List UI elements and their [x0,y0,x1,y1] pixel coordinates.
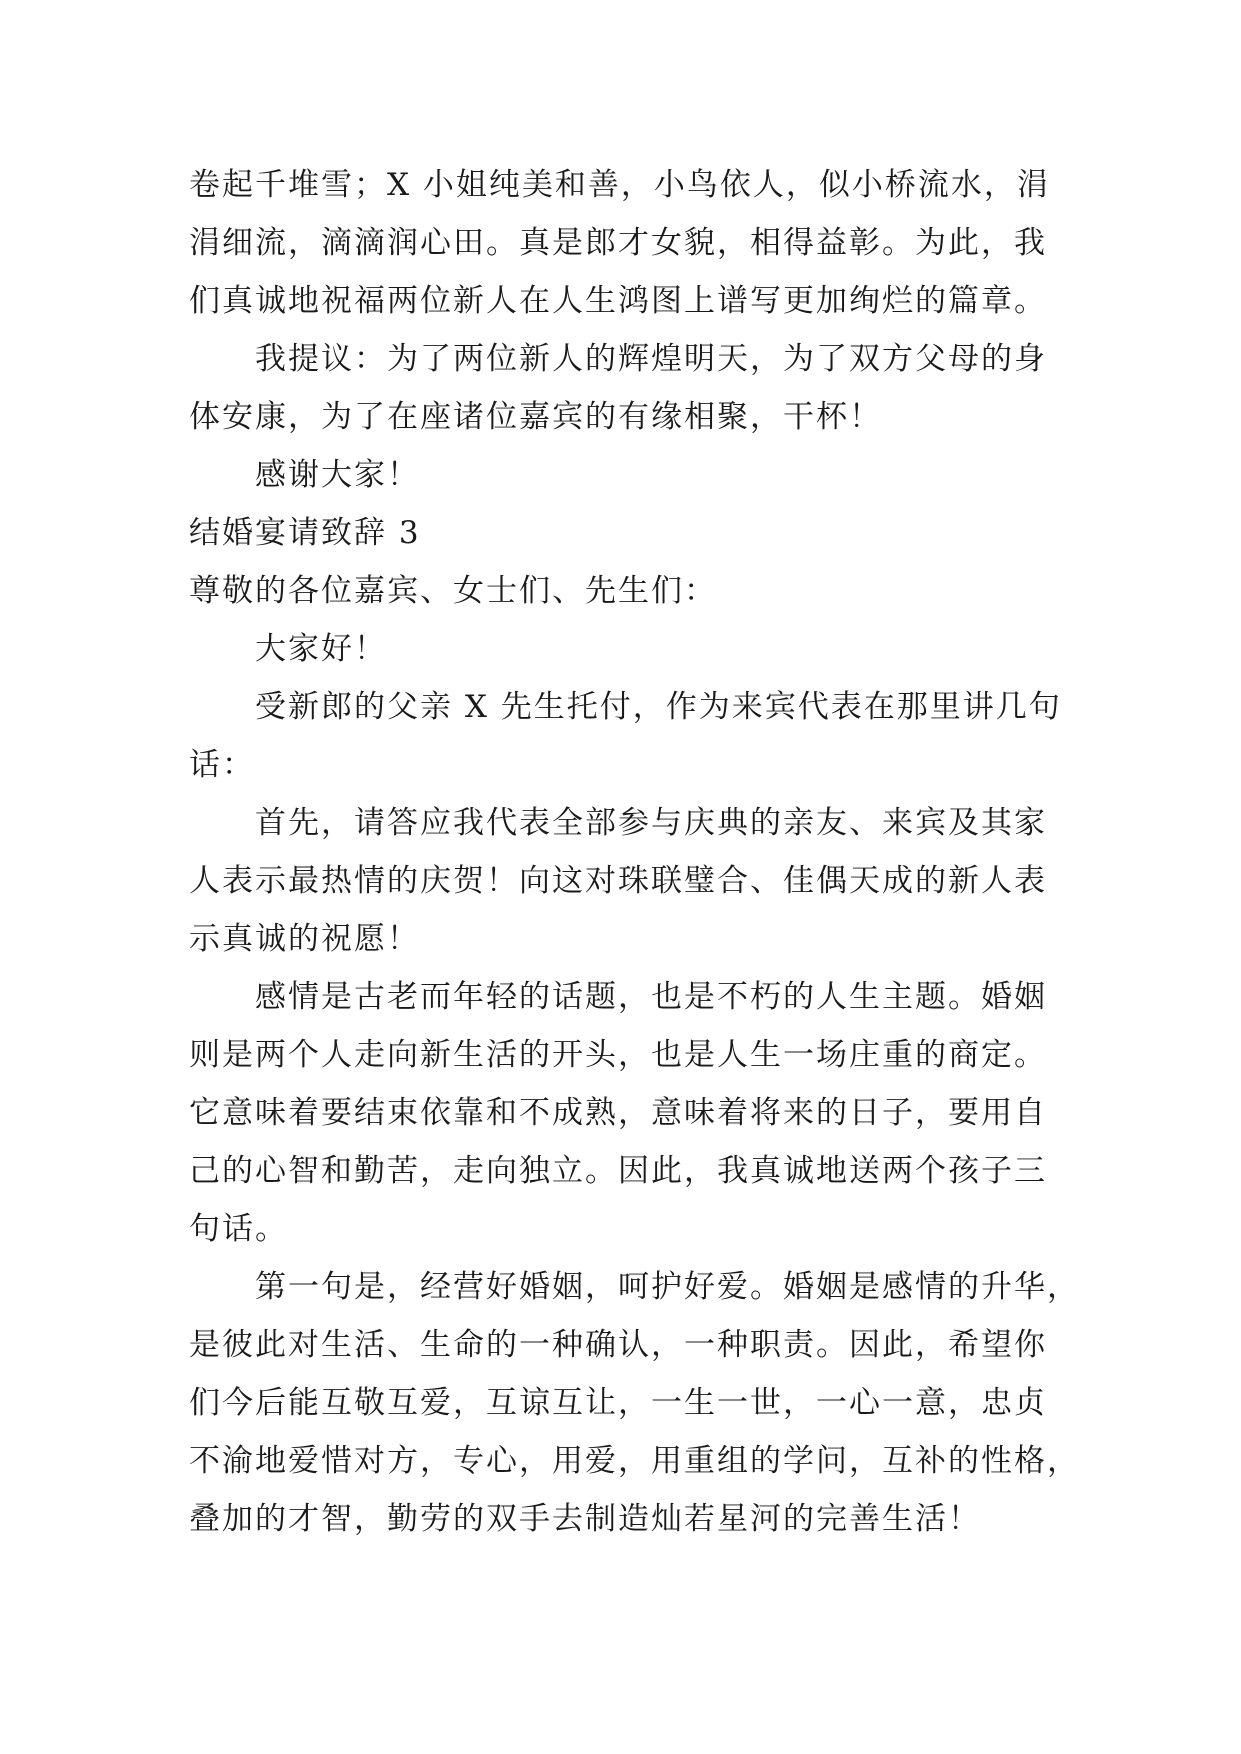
text-line: 卷起千堆雪；X 小姐纯美和善，小鸟依人，似小桥流水，涓 [189,167,1050,203]
text-line: 示真诚的祝愿！ [189,921,420,957]
text-line: 它意味着要结束依靠和不成熟，意味着将来的日子，要用自 [189,1095,1047,1131]
text-line: 话： [189,747,255,783]
text-line: 己的心智和勤苦，走向独立。因此，我真诚地送两个孩子三 [189,1153,1047,1189]
document-page [189,156,1080,1548]
text-line: 们真诚地祝福两位新人在人生鸿图上谱写更加绚烂的篇章。 [189,283,1047,319]
text-line: 们今后能互敬互爱，互谅互让，一生一世，一心一意，忠贞 [189,1385,1047,1421]
text-line: 第一句是，经营好婚姻，呵护好爱。婚姻是感情的升华， [255,1269,1080,1305]
text-line: 则是两个人走向新生活的开头，也是人生一场庄重的商定。 [189,1037,1047,1073]
text-line: 是彼此对生活、生命的一种确认，一种职责。因此，希望你 [189,1327,1047,1363]
text-line: 涓细流，滴滴润心田。真是郎才女貌，相得益彰。为此，我 [189,225,1047,261]
text-line: 体安康，为了在座诸位嘉宾的有缘相聚，干杯！ [189,399,882,435]
text-line: 叠加的才智，勤劳的双手去制造灿若星河的完善生活！ [189,1501,981,1537]
text-line: 人表示最热情的庆贺！向这对珠联璧合、佳偶天成的新人表 [189,863,1047,899]
text-line: 受新郎的父亲 X 先生托付，作为来宾代表在那里讲几句 [255,689,1062,725]
text-line: 不渝地爱惜对方，专心，用爱，用重组的学问，互补的性格， [189,1443,1080,1479]
text-line: 大家好！ [255,631,387,667]
text-line: 我提议：为了两位新人的辉煌明天，为了双方父母的身 [255,341,1047,377]
text-line: 句话。 [189,1211,288,1247]
text-line: 感谢大家！ [255,457,420,493]
section-heading: 结婚宴请致辞 3 [189,515,421,551]
text-line: 首先，请答应我代表全部参与庆典的亲友、来宾及其家 [255,805,1047,841]
salutation: 尊敬的各位嘉宾、女士们、先生们： [189,573,717,609]
text-line: 感情是古老而年轻的话题，也是不朽的人生主题。婚姻 [255,979,1047,1015]
